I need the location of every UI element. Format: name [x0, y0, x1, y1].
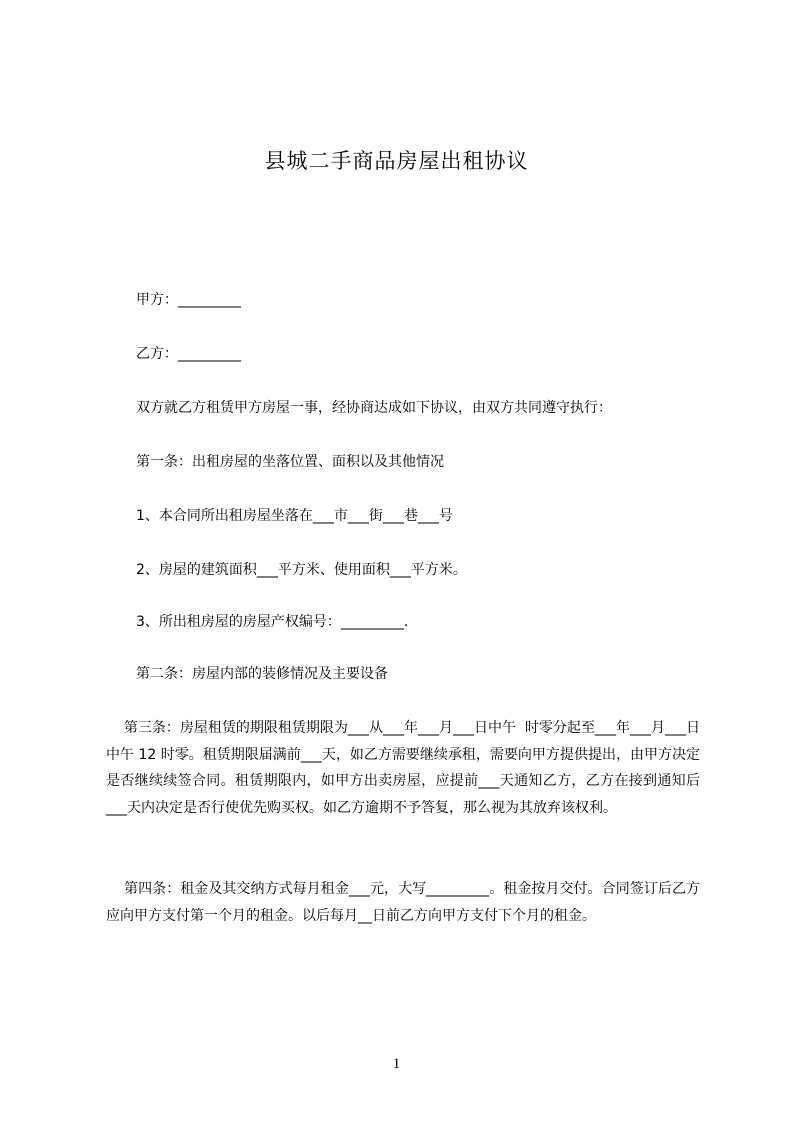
document-title: 县城二手商品房屋出租协议: [264, 149, 529, 173]
article-1-heading: 第一条：出租房屋的坐落位置、面积以及其他情况: [136, 454, 444, 470]
article-3-paragraph: 第三条：房屋租赁的期限租赁期限为___从___年___月___日中午 时零分起至___年___月___日中午 12 时零。租赁期限届满前___天，如乙方需要继续承租，需要向甲方提供提出，由甲方决定是否继续续签合同。租赁期限内，如甲方出卖房屋，应提前___天通知乙方，乙方在接到通知后___天内决定是否行使优先购买权。如乙方逾期不予答复，那么视为其放弃该权利。: [106, 720, 700, 816]
party-a-line: 甲方：_________: [136, 292, 241, 308]
article-1-item-1: 1、本合同所出租房屋坐落在___市___街___巷___号: [136, 508, 453, 524]
party-b-line: 乙方：_________: [136, 346, 241, 362]
article-1-item-2: 2、房屋的建筑面积___平方米、使用面积___平方米。: [136, 562, 467, 578]
preamble-line: 双方就乙方租赁甲方房屋一事，经协商达成如下协议，由双方共同遵守执行：: [136, 400, 612, 416]
article-2-heading: 第二条：房屋内部的装修情况及主要设备: [136, 666, 388, 682]
page-number: 1: [392, 1056, 401, 1072]
article-1-item-3: 3、所出租房屋的房屋产权编号：_________.: [136, 614, 409, 630]
article-4-paragraph: 第四条：租金及其交纳方式每月租金___元，大写_________。租金按月交付。合同签订后乙方应向甲方支付第一个月的租金。以后每月__日前乙方向甲方支付下个月的租金。: [106, 881, 700, 924]
